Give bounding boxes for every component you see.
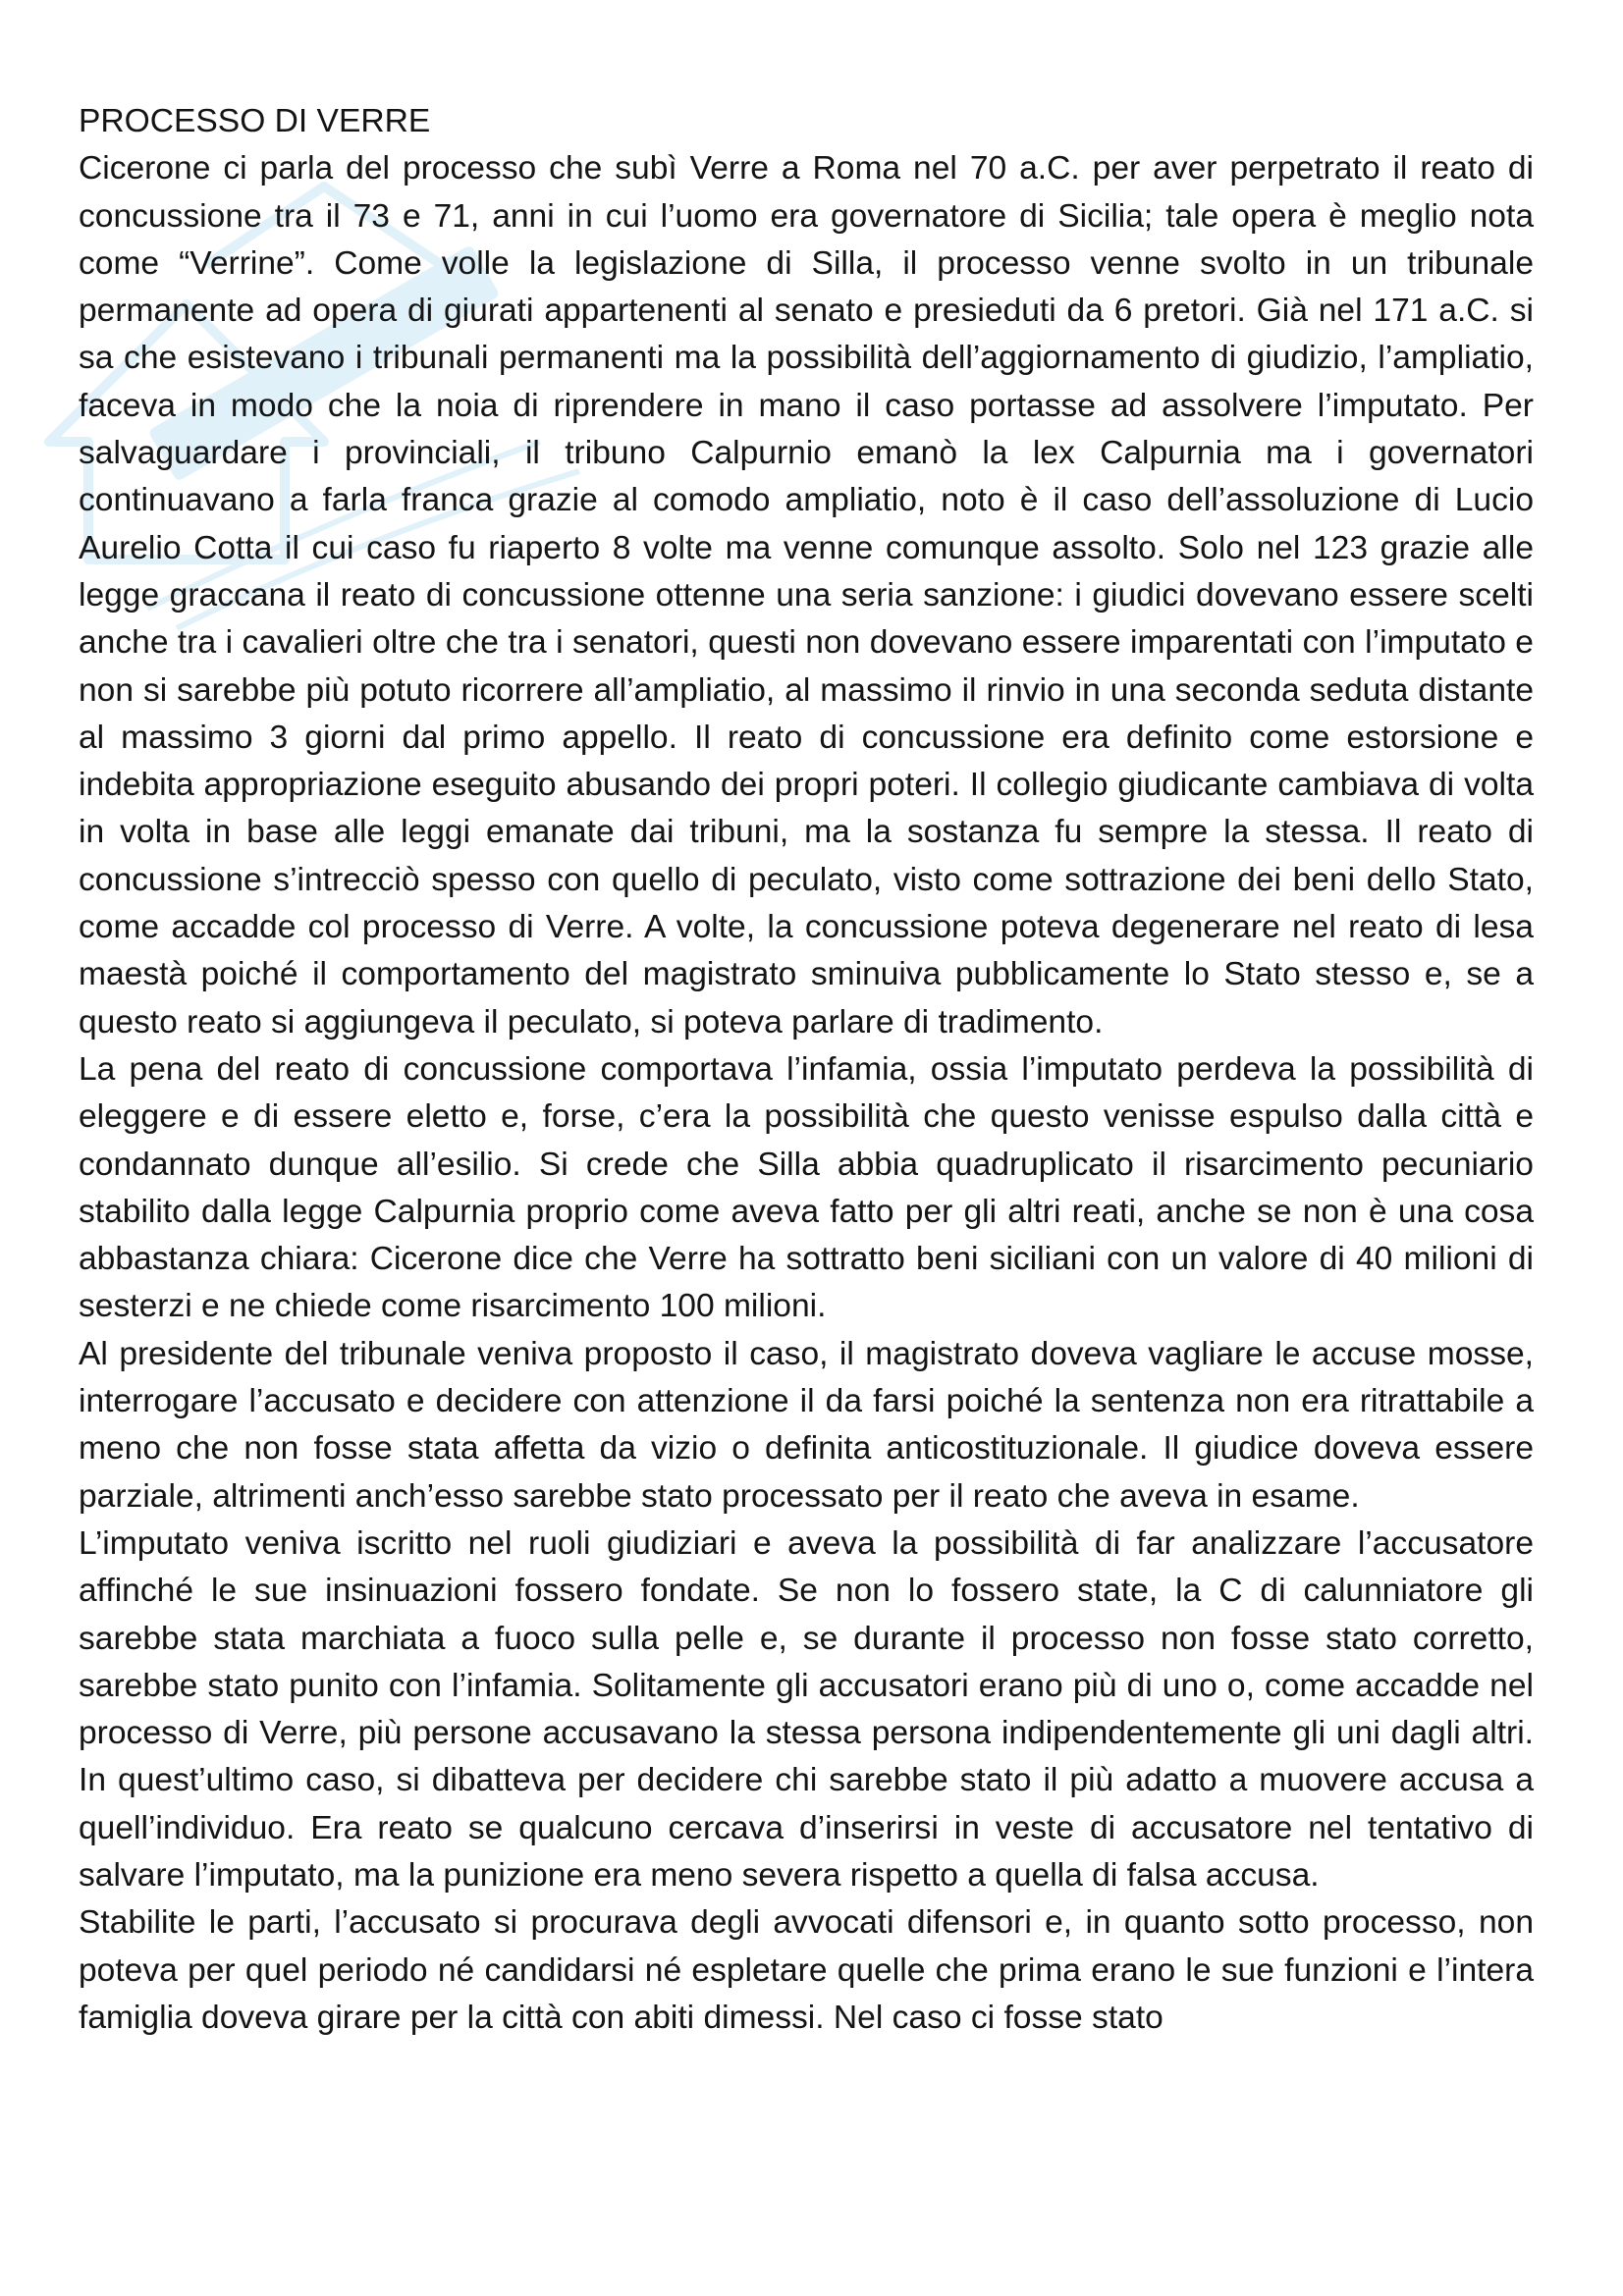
paragraph-3: Al presidente del tribunale veniva proposto il caso, il magistrato doveva vagliare le accuse mosse, interrogare l’accusato e decidere con attenzione il da farsi poiché la sentenza non era ritrattabile a meno che non fosse stata affetta da vizio o definita anticostituzionale. Il giudice doveva essere parziale, altrimenti anch’esso sarebbe stato processato per il reato che aveva in esame. [79,1335,1534,1515]
document-title: PROCESSO DI VERRE [79,103,431,139]
paragraph-4: L’imputato veniva iscritto nel ruoli giudiziari e aveva la possibilità di far analizzare l’accusatore affinché le sue insinuazioni fossero fondate. Se non lo fossero state, la C di calunniatore gli sarebbe stata marchiata a fuoco sulla pelle e, se durante il processo non fosse stato corretto, sarebbe stato punito con l’infamia. Solitamente gli accusatori erano più di uno o, come accadde nel processo di Verre, più persone accusavano la stessa persona indipendentemente gli uni dagli altri. In quest’ultimo caso, si dibatteva per decidere chi sarebbe stato il più adatto a muovere accusa a quell’individuo. Era reato se qualcuno cercava d’inserirsi in veste di accusatore nel tentativo di salvare l’imputato, ma la punizione era meno severa rispetto a quella di falsa accusa. [79,1524,1534,1894]
document-page [79,98,1534,2042]
paragraph-1: Cicerone ci parla del processo che subì Verre a Roma nel 70 a.C. per aver perpetrato il reato di concussione tra il 73 e 71, anni in cui l’uomo era governatore di Sicilia; tale opera è meglio nota come “Verrine”. Come volle la legislazione di Silla, il processo venne svolto in un tribunale permanente ad opera di giurati appartenenti al senato e presieduti da 6 pretori. Già nel 171 a.C. si sa che esistevano i tribunali permanenti ma la possibilità dell’aggiornamento di giudizio, l’ampliatio, faceva in modo che la noia di riprendere in mano il caso portasse ad assolvere l’imputato. Per salvaguardare i provinciali, il tribuno Calpurnio emanò la lex Calpurnia ma i governatori continuavano a farla franca grazie al comodo ampliatio, noto è il caso dell’assoluzione di Lucio Aurelio Cotta il cui caso fu riaperto 8 volte ma venne comunque assolto. Solo nel 123 grazie alle legge graccana il reato di concussione ottenne una seria sanzione: i giudici dovevano essere scelti anche tra i cavalieri oltre che tra i senatori, questi non dovevano essere imparentati con l’imputato e non si sarebbe più potuto ricorrere all’ampliatio, al massimo il rinvio in una seconda seduta distante al massimo 3 giorni dal primo appello. Il reato di concussione era definito come estorsione e indebita appropriazione eseguito abusando dei propri poteri. Il collegio giudicante cambiava di volta in volta in base alle leggi emanate dai tribuni, ma la sostanza fu sempre la stessa. Il reato di concussione s’intrecciò spesso con quello di peculato, visto come sottrazione dei beni dello Stato, come accadde col processo di Verre. A volte, la concussione poteva degenerare nel reato di lesa maestà poiché il comportamento del magistrato sminuiva pubblicamente lo Stato stesso e, se a questo reato si aggiungeva il peculato, si poteva parlare di tradimento. [79,150,1534,1041]
paragraph-2: La pena del reato di concussione comportava l’infamia, ossia l’imputato perdeva la possibilità di eleggere e di essere eletto e, forse, c’era la possibilità che questo venisse espulso dalla città e condannato dunque all’esilio. Si crede che Silla abbia quadruplicato il risarcimento pecuniario stabilito dalla legge Calpurnia proprio come aveva fatto per gli altri reati, anche se non è una cosa abbastanza chiara: Cicerone dice che Verre ha sottratto beni siciliani con un valore di 40 milioni di sesterzi e ne chiede come risarcimento 100 milioni. [79,1050,1534,1325]
paragraph-5: Stabilite le parti, l’accusato si procurava degli avvocati difensori e, in quanto sotto processo, non poteva per quel periodo né candidarsi né espletare quelle che prima erano le sue funzioni e l’intera famiglia doveva girare per la città con abiti dimessi. Nel caso ci fosse stato [79,1904,1534,2036]
